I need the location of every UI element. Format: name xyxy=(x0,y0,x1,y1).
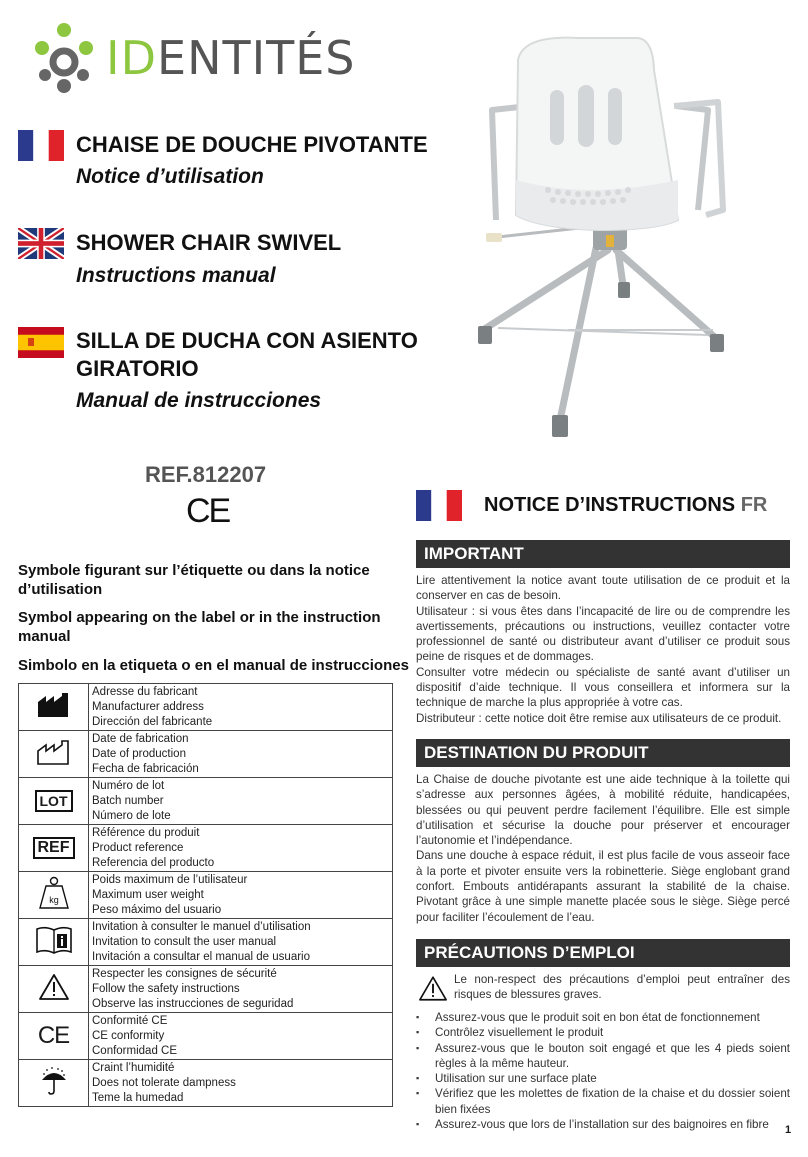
svg-text:kg: kg xyxy=(48,895,59,905)
symbol-label-es: Observe las instrucciones de seguridad xyxy=(92,998,294,1010)
section-important-body: Lire attentivement la notice avant toute utilisation de ce produit et la conserver en cas de besoin. Utilisateur : si vous êtes dans l’incapacité de lire ou de comprendre les avertissements, précautions ou instructions, veuillez contacter votre professionnel de santé ou distributeur avant d’utiliser ce produit sous peine de risques et de dommages. Consulter votre médecin ou spécialiste de santé avant d’utiliser un dispositif d’aide technique. Il vous conseillera et informera sur la technique de marche la plus appropriée à votre cas. Distributeur : cette notice doit être remise aux utilisateurs de ce produit. xyxy=(416,574,790,725)
symbol-label-es: Invitación a consultar el manual de usuario xyxy=(92,951,310,963)
symbol-label-fr: Date de fabrication xyxy=(92,733,189,745)
symbol-label-en: Invitation to consult the user manual xyxy=(92,936,277,948)
table-row xyxy=(19,966,393,1013)
french-flag-icon xyxy=(18,130,64,161)
table-row xyxy=(19,1060,393,1107)
symbol-label-en: Does not tolerate dampness xyxy=(92,1077,236,1089)
symbol-label-en: Batch number xyxy=(92,795,164,807)
list-item: ▪ Contrôlez visuellement le produit xyxy=(416,1025,790,1040)
product-reference: REF.812207 xyxy=(145,462,267,487)
section-destination-body: La Chaise de douche pivotante est une aide technique à la toilette qui s’adresse aux personnes âgées, à mobilité réduite, handicapées, blessées ou qui peuvent perdre facilement l’équilibre. Elle est simple d’utilisation et sécurise la douche pour préserver et encourager l’autonomie et l’indépendance. Dans une douche à espace réduit, il est plus facile de vous asseoir face à la porte et pivoter ensuite vers la robinetterie. Siège englobant grand confort. Embouts antidérapants assurant la stabilité de la chaise. Pivotant grâce à une simple manette placée sous le siège. Siège percé pour faciliter l’écoulement de l’eau. xyxy=(416,773,790,924)
symbol-label-en: Product reference xyxy=(92,842,184,854)
list-item: ▪ Vérifiez que les molettes de fixation de la chaise et du dossier soient bien fixées xyxy=(416,1086,790,1117)
symbol-label-fr: Poids maximum de l’utilisateur xyxy=(92,874,248,886)
section-destination-title: DESTINATION DU PRODUIT xyxy=(416,739,790,767)
umbrella-icon xyxy=(19,1060,89,1107)
french-flag-icon xyxy=(416,490,462,521)
title-es-line1: SILLA DE DUCHA CON ASIENTO xyxy=(76,328,418,353)
subtitle-fr: Notice d’utilisation xyxy=(76,165,264,188)
symbol-label-es: Teme la humedad xyxy=(92,1092,184,1104)
warning-icon xyxy=(418,975,448,1002)
symbol-label-fr: Respecter les consignes de sécurité xyxy=(92,968,277,980)
precautions-list xyxy=(416,1010,790,1132)
warning-text: Le non-respect des précautions d’emploi peut entraîner des risques de blessures graves. xyxy=(454,973,790,1002)
subtitle-es: Manual de instrucciones xyxy=(76,389,322,412)
symbols-heading-en: Symbol appearing on the label or in the instruction manual xyxy=(18,609,381,645)
table-row xyxy=(19,919,393,966)
symbol-label-fr: Adresse du fabricant xyxy=(92,686,198,698)
symbol-label-es: Dirección del fabricante xyxy=(92,716,213,728)
page-number: 1 xyxy=(785,1124,792,1136)
symbol-label-es: Número de lote xyxy=(92,810,171,822)
ce-icon: CE xyxy=(19,1013,89,1060)
table-row xyxy=(19,778,393,825)
section-important-title: IMPORTANT xyxy=(416,540,790,568)
date-of-manufacture-icon xyxy=(19,731,89,778)
section-precautions-title: PRÉCAUTIONS D’EMPLOI xyxy=(416,939,790,967)
symbol-label-fr: Conformité CE xyxy=(92,1015,168,1027)
title-es-line2: GIRATORIO xyxy=(76,356,199,381)
spanish-flag-icon xyxy=(18,327,64,358)
symbol-label-fr: Numéro de lot xyxy=(92,780,165,792)
uk-flag-icon xyxy=(18,228,64,259)
shower-chair-image xyxy=(478,30,758,450)
title-fr: CHAISE DE DOUCHE PIVOTANTE xyxy=(76,132,428,157)
symbol-label-es: Conformidad CE xyxy=(92,1045,178,1057)
symbol-label-en: Manufacturer address xyxy=(92,701,204,713)
title-en: SHOWER CHAIR SWIVEL xyxy=(76,230,342,255)
ref-icon: REF xyxy=(19,825,89,872)
brand-logo xyxy=(34,22,356,94)
list-item: ▪ Utilisation sur une surface plate xyxy=(416,1071,790,1086)
table-row xyxy=(19,872,393,919)
list-item: ▪ Assurez-vous que le bouton soit engagé et que les 4 pieds soient règles à la même hauteur. xyxy=(416,1041,790,1072)
symbols-heading-es: Simbolo en la etiqueta o en el manual de instrucciones xyxy=(18,657,409,674)
symbol-label-en: Maximum user weight xyxy=(92,889,204,901)
list-item: ▪ Assurez-vous que lors de l’installation sur des baignoires en fibre xyxy=(416,1117,790,1132)
brand-name: IDENTITÉS xyxy=(106,31,356,85)
symbol-label-es: Peso máximo del usuario xyxy=(92,904,222,916)
ce-mark: CE xyxy=(186,492,230,530)
table-row xyxy=(19,1013,393,1060)
lot-icon: LOT xyxy=(19,778,89,825)
symbol-label-fr: Référence du produit xyxy=(92,827,200,839)
brand-logo-icon xyxy=(34,22,94,94)
symbol-label-es: Referencia del producto xyxy=(92,857,215,869)
symbol-label-es: Fecha de fabricación xyxy=(92,763,199,775)
warning-icon xyxy=(19,966,89,1013)
symbol-label-fr: Invitation à consulter le manuel d’utilisation xyxy=(92,921,311,933)
list-item: ▪ Assurez-vous que le produit soit en bon état de fonctionnement xyxy=(416,1010,790,1025)
subtitle-en: Instructions manual xyxy=(76,264,276,287)
table-row xyxy=(19,684,393,731)
symbol-label-en: Follow the safety instructions xyxy=(92,983,240,995)
symbol-label-fr: Craint l’humidité xyxy=(92,1062,175,1074)
table-row xyxy=(19,825,393,872)
manufacturer-icon xyxy=(19,684,89,731)
notice-title: NOTICE D’INSTRUCTIONS FR xyxy=(484,494,768,516)
symbol-label-en: CE conformity xyxy=(92,1030,165,1042)
weight-icon xyxy=(19,872,89,919)
symbols-heading-fr: Symbole figurant sur l’étiquette ou dans la notice d’utilisation xyxy=(18,562,370,598)
manual-icon xyxy=(19,919,89,966)
symbol-label-en: Date of production xyxy=(92,748,186,760)
symbols-table xyxy=(18,683,393,1107)
table-row xyxy=(19,731,393,778)
